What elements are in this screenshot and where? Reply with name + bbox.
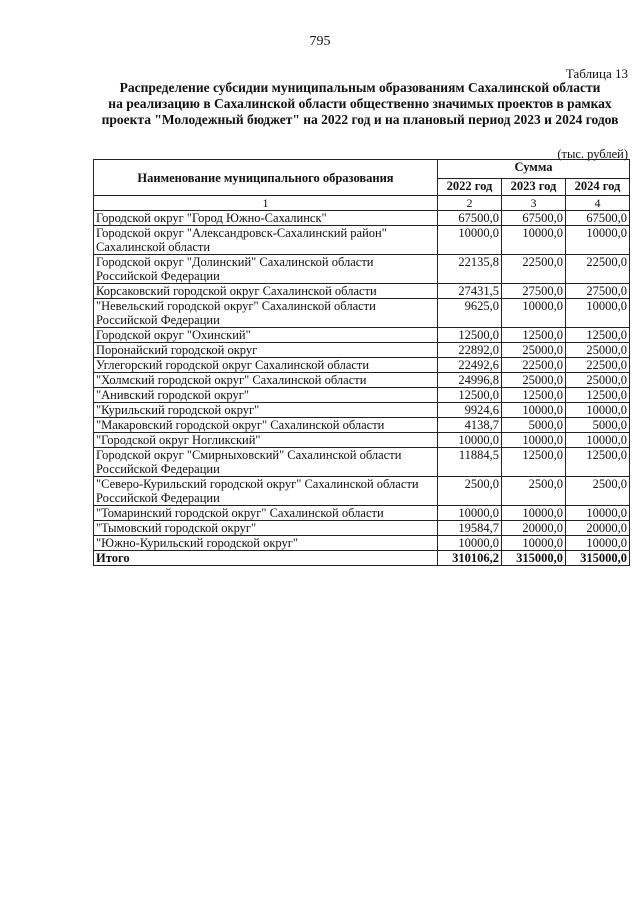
title-line: на реализацию в Сахалинской области общественно значимых проектов в рамках [108, 96, 612, 111]
municipality-name: Городской округ "Долинский" Сахалинской области Российской Федерации [94, 255, 438, 284]
value-2022: 11884,5 [438, 448, 502, 477]
document-title [100, 80, 620, 128]
value-2022: 22892,0 [438, 343, 502, 358]
column-number: 2 [438, 196, 502, 211]
column-number: 4 [566, 196, 630, 211]
table-row [94, 433, 630, 448]
municipality-name: Городской округ "Смирныховский" Сахалинской области Российской Федерации [94, 448, 438, 477]
value-2022: 27431,5 [438, 284, 502, 299]
table-row [94, 418, 630, 433]
table-row [94, 536, 630, 551]
value-2024: 22500,0 [566, 255, 630, 284]
value-2022: 10000,0 [438, 506, 502, 521]
table-label: Таблица 13 [565, 66, 628, 81]
value-2023: 10000,0 [502, 506, 566, 521]
value-2022: 12500,0 [438, 388, 502, 403]
value-2022: 9924,6 [438, 403, 502, 418]
value-2023: 10000,0 [502, 536, 566, 551]
value-2024: 22500,0 [566, 358, 630, 373]
table-row [94, 373, 630, 388]
value-2024: 10000,0 [566, 403, 630, 418]
value-2024: 12500,0 [566, 388, 630, 403]
municipality-name: "Невельский городской округ" Сахалинской области Российской Федерации [94, 299, 438, 328]
table-row [94, 328, 630, 343]
value-2024: 25000,0 [566, 343, 630, 358]
value-2022: 22135,8 [438, 255, 502, 284]
municipality-name: "Южно-Курильский городской округ" [94, 536, 438, 551]
municipality-name: "Курильский городской округ" [94, 403, 438, 418]
column-number: 1 [94, 196, 438, 211]
value-2023: 12500,0 [502, 448, 566, 477]
value-2024: 2500,0 [566, 477, 630, 506]
value-2023: 25000,0 [502, 373, 566, 388]
municipality-name: Итого [94, 551, 438, 566]
page-number: 795 [309, 34, 331, 49]
value-2023: 10000,0 [502, 403, 566, 418]
value-2024: 27500,0 [566, 284, 630, 299]
value-2024: 67500,0 [566, 211, 630, 226]
value-2022: 310106,2 [438, 551, 502, 566]
table-row [94, 477, 630, 506]
value-2023: 2500,0 [502, 477, 566, 506]
value-2022: 19584,7 [438, 521, 502, 536]
table-body [94, 211, 630, 566]
value-2024: 10000,0 [566, 433, 630, 448]
table-row [94, 255, 630, 284]
value-2024: 10000,0 [566, 506, 630, 521]
value-2023: 22500,0 [502, 358, 566, 373]
municipality-name: Городской округ "Александровск-Сахалинский район" Сахалинской области [94, 226, 438, 255]
subsidy-table [93, 159, 630, 566]
value-2023: 25000,0 [502, 343, 566, 358]
municipality-name: "Холмский городской округ" Сахалинской области [94, 373, 438, 388]
value-2022: 24996,8 [438, 373, 502, 388]
value-2024: 12500,0 [566, 328, 630, 343]
column-number: 3 [502, 196, 566, 211]
table-row [94, 343, 630, 358]
table-row [94, 448, 630, 477]
municipality-name: "Анивский городской округ" [94, 388, 438, 403]
value-2024: 20000,0 [566, 521, 630, 536]
municipality-name: "Городской округ Ногликский" [94, 433, 438, 448]
value-2024: 10000,0 [566, 299, 630, 328]
table-row [94, 358, 630, 373]
municipality-name: "Тымовский городской округ" [94, 521, 438, 536]
title-line: Распределение субсидии муниципальным образованиям Сахалинской области [119, 80, 601, 95]
value-2024: 10000,0 [566, 226, 630, 255]
municipality-name: Корсаковский городской округ Сахалинской области [94, 284, 438, 299]
value-2022: 10000,0 [438, 433, 502, 448]
table-row [94, 521, 630, 536]
value-2022: 4138,7 [438, 418, 502, 433]
value-2023: 20000,0 [502, 521, 566, 536]
value-2023: 315000,0 [502, 551, 566, 566]
value-2023: 22500,0 [502, 255, 566, 284]
value-2022: 22492,6 [438, 358, 502, 373]
total-row [94, 551, 630, 566]
value-2024: 25000,0 [566, 373, 630, 388]
value-2023: 10000,0 [502, 299, 566, 328]
value-2022: 67500,0 [438, 211, 502, 226]
value-2023: 10000,0 [502, 226, 566, 255]
value-2023: 12500,0 [502, 388, 566, 403]
table-row [94, 284, 630, 299]
table-row [94, 226, 630, 255]
header-sum: Сумма [438, 160, 630, 179]
table-row [94, 403, 630, 418]
municipality-name: "Северо-Курильский городской округ" Сахалинской области Российской Федерации [94, 477, 438, 506]
title-line: проекта "Молодежный бюджет" на 2022 год и на плановый период 2023 и 2024 годов [101, 112, 619, 127]
value-2022: 10000,0 [438, 536, 502, 551]
value-2023: 5000,0 [502, 418, 566, 433]
table-row [94, 506, 630, 521]
value-2022: 10000,0 [438, 226, 502, 255]
table-row [94, 299, 630, 328]
table-row [94, 211, 630, 226]
header-name-column: Наименование муниципального образования [94, 160, 438, 196]
value-2024: 12500,0 [566, 448, 630, 477]
value-2023: 10000,0 [502, 433, 566, 448]
municipality-name: "Томаринский городской округ" Сахалинской области [94, 506, 438, 521]
value-2023: 27500,0 [502, 284, 566, 299]
table-row [94, 388, 630, 403]
value-2022: 9625,0 [438, 299, 502, 328]
value-2022: 12500,0 [438, 328, 502, 343]
header-year-2023: 2023 год [502, 179, 566, 196]
header-year-2024: 2024 год [566, 179, 630, 196]
units-label: (тыс. рублей) [557, 147, 628, 161]
municipality-name: Поронайский городской округ [94, 343, 438, 358]
municipality-name: "Макаровский городской округ" Сахалинской области [94, 418, 438, 433]
value-2024: 10000,0 [566, 536, 630, 551]
municipality-name: Углегорский городской округ Сахалинской области [94, 358, 438, 373]
header-year-2022: 2022 год [438, 179, 502, 196]
value-2023: 67500,0 [502, 211, 566, 226]
municipality-name: Городской округ "Город Южно-Сахалинск" [94, 211, 438, 226]
value-2024: 5000,0 [566, 418, 630, 433]
municipality-name: Городской округ "Охинский" [94, 328, 438, 343]
value-2022: 2500,0 [438, 477, 502, 506]
value-2024: 315000,0 [566, 551, 630, 566]
value-2023: 12500,0 [502, 328, 566, 343]
